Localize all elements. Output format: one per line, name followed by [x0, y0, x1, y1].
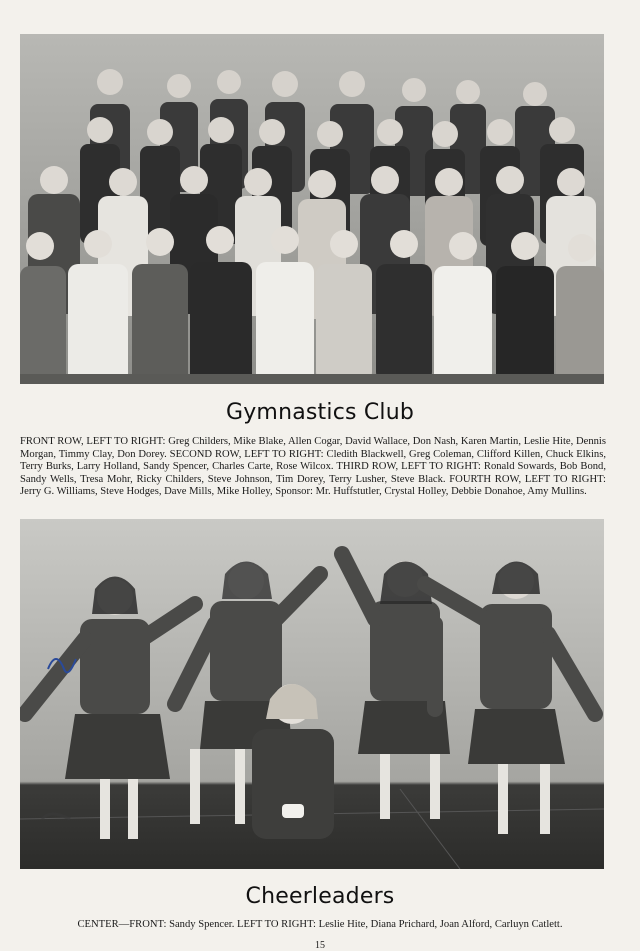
- gymnastics-club-photo: [20, 34, 604, 384]
- cheerleaders-photo: [20, 519, 604, 869]
- cheerleaders-caption: CENTER—FRONT: Sandy Spencer. LEFT TO RIGHT: Leslie Hite, Diana Prichard, Joan Alford, Carluyn Catlett.: [77, 919, 563, 930]
- page-number: 15: [315, 940, 325, 951]
- section-title-gymnastics-club: Gymnastics Club: [225, 400, 415, 425]
- section-title-cheerleaders: Cheerleaders: [245, 884, 395, 909]
- group-photo-illustration: [20, 34, 604, 384]
- gymnastics-club-caption: FRONT ROW, LEFT TO RIGHT: Greg Childers, Mike Blake, Allen Cogar, David Wallace, Don Nash, Karen Martin, Leslie Hite, Dennis Morgan, Timmy Clay, Don Dorey. SECOND ROW, LEFT TO RIGHT: Cledith Blackwell, Greg Coleman, Clifford Killen, Chuck Elkins, Terry Burks, Larry Holland, Sandy Spencer, Charles Carte, Rose Wilcox. THIRD ROW, LEFT TO RIGHT: Ronald Sowards, Bob Bond, Sandy Wells, Tresa Mohr, Ricky Childers, Steve Johnson, Tim Dorey, Terry Lusher, Steve Black. FOURTH ROW, LEFT TO RIGHT: Jerry G. Williams, Steve Hodges, Dave Mills, Mike Holley, Sponsor: Mr. Huffstutler, Crystal Holley, Debbie Donahoe, Amy Mullins.: [20, 436, 606, 498]
- cheerleaders-photo-illustration: [20, 519, 604, 869]
